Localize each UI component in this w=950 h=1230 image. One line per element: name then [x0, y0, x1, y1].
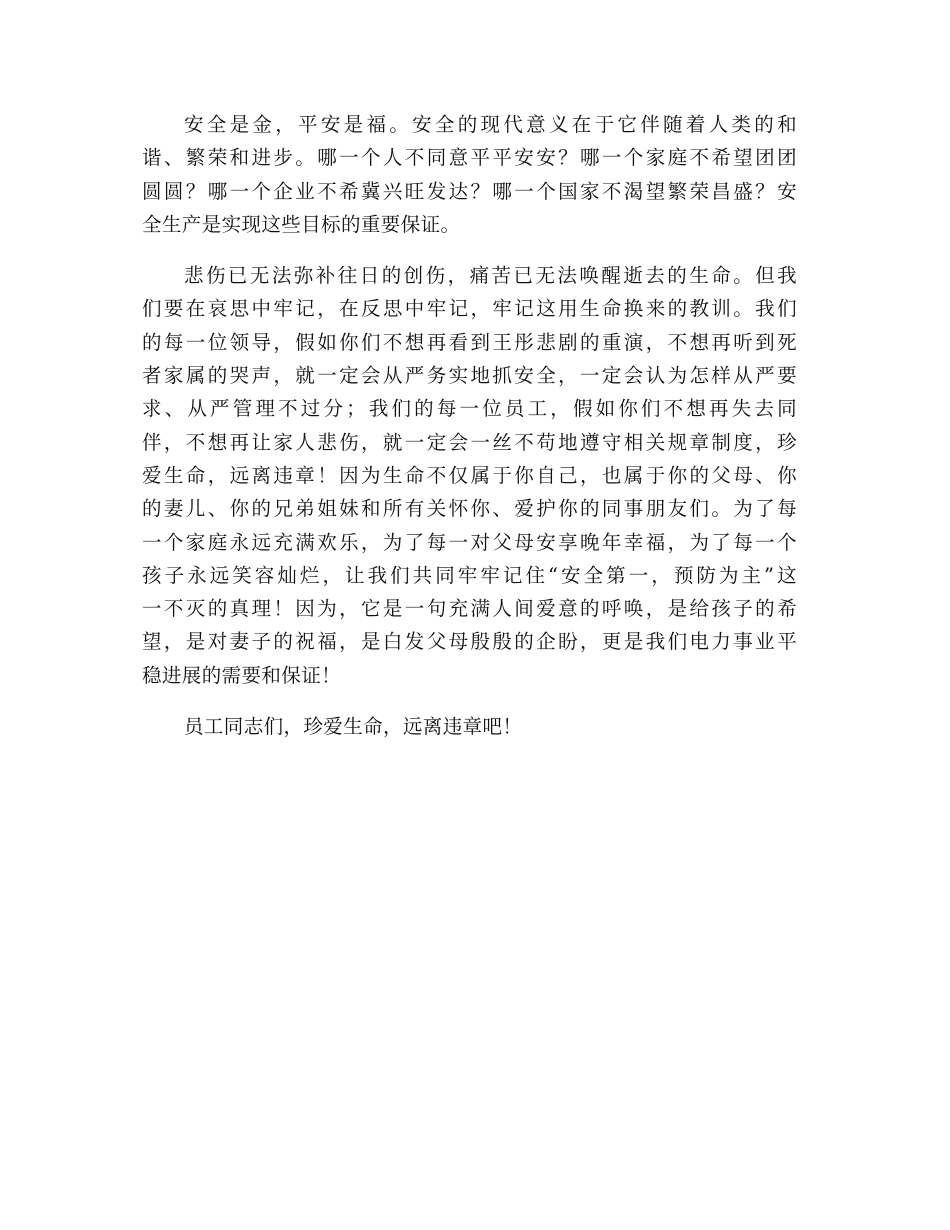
text-line: 们要在哀思中牢记，在反思中牢记，牢记这用生命换来的教训。我们: [142, 297, 797, 321]
text-line: 求、从严管理不过分；我们的每一位员工，假如你们不想再失去同: [142, 397, 797, 421]
paragraph-closing: [142, 710, 797, 743]
text-line: 者家属的哭声，就一定会从严务实地抓安全，一定会认为怎样从严要: [142, 364, 797, 388]
text-line: 孩子永远笑容灿烂，让我们共同牢牢记住“安全第一，预防为主”这: [142, 563, 797, 587]
text-line: 全生产是实现这些目标的重要保证。: [142, 212, 461, 236]
text-line: 一个家庭永远充满欢乐，为了每一对父母安享晚年幸福，为了每一个: [142, 530, 797, 554]
text-line: 爱生命，远离违章！因为生命不仅属于你自己，也属于你的父母、你: [142, 463, 797, 487]
text-line: 伴，不想再让家人悲伤，就一定会一丝不苟地遵守相关规章制度，珍: [142, 430, 797, 454]
text-line: 一不灭的真理！因为，它是一句充满人间爱意的呼唤，是给孩子的希: [142, 597, 797, 621]
text-line: 圆圆？哪一个企业不希冀兴旺发达？哪一个国家不渴望繁荣昌盛？安: [142, 179, 797, 203]
paragraph-safety-intro: [142, 108, 797, 241]
text-line: 望，是对妻子的祝福，是白发父母殷殷的企盼，更是我们电力事业平: [142, 630, 797, 654]
text-line: 悲伤已无法弥补往日的创伤，痛苦已无法唤醒逝去的生命。但我: [184, 264, 797, 288]
text-line: 员工同志们，珍爱生命，远离违章吧！: [184, 715, 523, 739]
text-line: 安全是金，平安是福。安全的现代意义在于它伴随着人类的和: [184, 113, 797, 136]
document-page: [142, 108, 797, 761]
paragraph-lessons: [142, 259, 797, 692]
text-line: 谐、繁荣和进步。哪一个人不同意平平安安？哪一个家庭不希望团团: [142, 146, 797, 170]
text-line: 稳进展的需要和保证！: [142, 663, 342, 687]
text-line: 的妻儿、你的兄弟姐妹和所有关怀你、爱护你的同事朋友们。为了每: [142, 497, 797, 521]
text-line: 的每一位领导，假如你们不想再看到王彤悲剧的重演，不想再听到死: [142, 330, 797, 354]
